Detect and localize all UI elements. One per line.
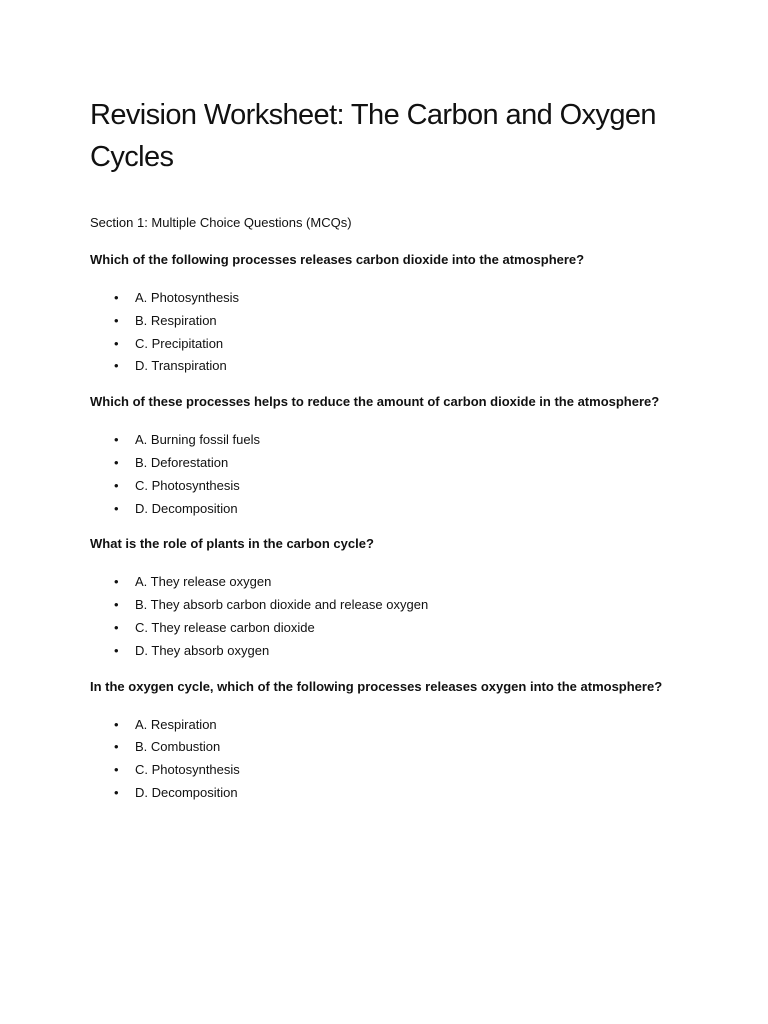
option-label: B. Deforestation [135,454,229,470]
option-label: B. Combustion [135,739,221,755]
bullet-icon: • [114,716,119,732]
question-text: In the oxygen cycle, which of the following processes releases oxygen into the atmosphere? [90,678,663,694]
list-item [90,594,690,617]
option-label: A. Burning fossil fuels [135,432,261,448]
list-item [90,287,690,310]
bullet-icon: • [114,290,119,305]
option-list [90,714,690,805]
option-label: A. Photosynthesis [135,290,240,305]
list-item [90,333,690,356]
page-title: Revision Worksheet: The Carbon and Oxygen Cycles [90,99,656,173]
list-item [90,475,690,498]
question-block-4 [90,678,690,805]
worksheet-page [90,94,690,805]
list-item [90,310,690,333]
list-item [90,452,690,475]
section-heading: Section 1: Multiple Choice Questions (MCQs) [90,215,352,230]
question-block-3 [90,535,690,662]
question-block-1 [90,251,690,378]
list-item [90,429,690,452]
option-label: D. They absorb oxygen [135,642,270,658]
list-item [90,782,690,805]
bullet-icon: • [114,312,119,328]
list-item [90,355,690,378]
option-list [90,287,690,378]
list-item [90,759,690,782]
option-label: D. Transpiration [135,358,227,374]
bullet-icon: • [114,358,119,374]
list-item [90,571,690,594]
option-label: C. They release carbon dioxide [135,619,315,635]
bullet-icon: • [114,642,119,658]
option-label: C. Photosynthesis [135,477,240,493]
list-item [90,714,690,737]
option-label: B. Respiration [135,312,217,328]
bullet-icon: • [114,619,119,635]
option-label: A. They release oxygen [135,574,272,590]
bullet-icon: • [114,477,119,493]
option-label: B. They absorb carbon dioxide and release oxygen [135,597,429,613]
question-text: Which of these processes helps to reduce the amount of carbon dioxide in the atmosphere? [90,394,660,410]
option-label: D. Decomposition [135,500,238,516]
bullet-icon: • [114,454,119,470]
bullet-icon: • [114,432,119,448]
bullet-icon: • [114,574,119,590]
bullet-icon: • [114,762,119,778]
option-list [90,571,690,662]
question-text: What is the role of plants in the carbon cycle? [90,536,374,552]
list-item [90,617,690,640]
bullet-icon: • [114,335,119,351]
bullet-icon: • [114,500,119,516]
bullet-icon: • [114,597,119,613]
option-label: C. Precipitation [135,335,224,351]
list-item [90,498,690,521]
list-item [90,736,690,759]
option-label: D. Decomposition [135,784,238,800]
question-block-2 [90,393,690,520]
option-label: A. Respiration [135,716,217,732]
option-label: C. Photosynthesis [135,762,240,778]
question-text: Which of the following processes releases carbon dioxide into the atmosphere? [90,252,585,267]
option-list [90,429,690,520]
list-item [90,640,690,663]
bullet-icon: • [114,739,119,755]
bullet-icon: • [114,784,119,800]
